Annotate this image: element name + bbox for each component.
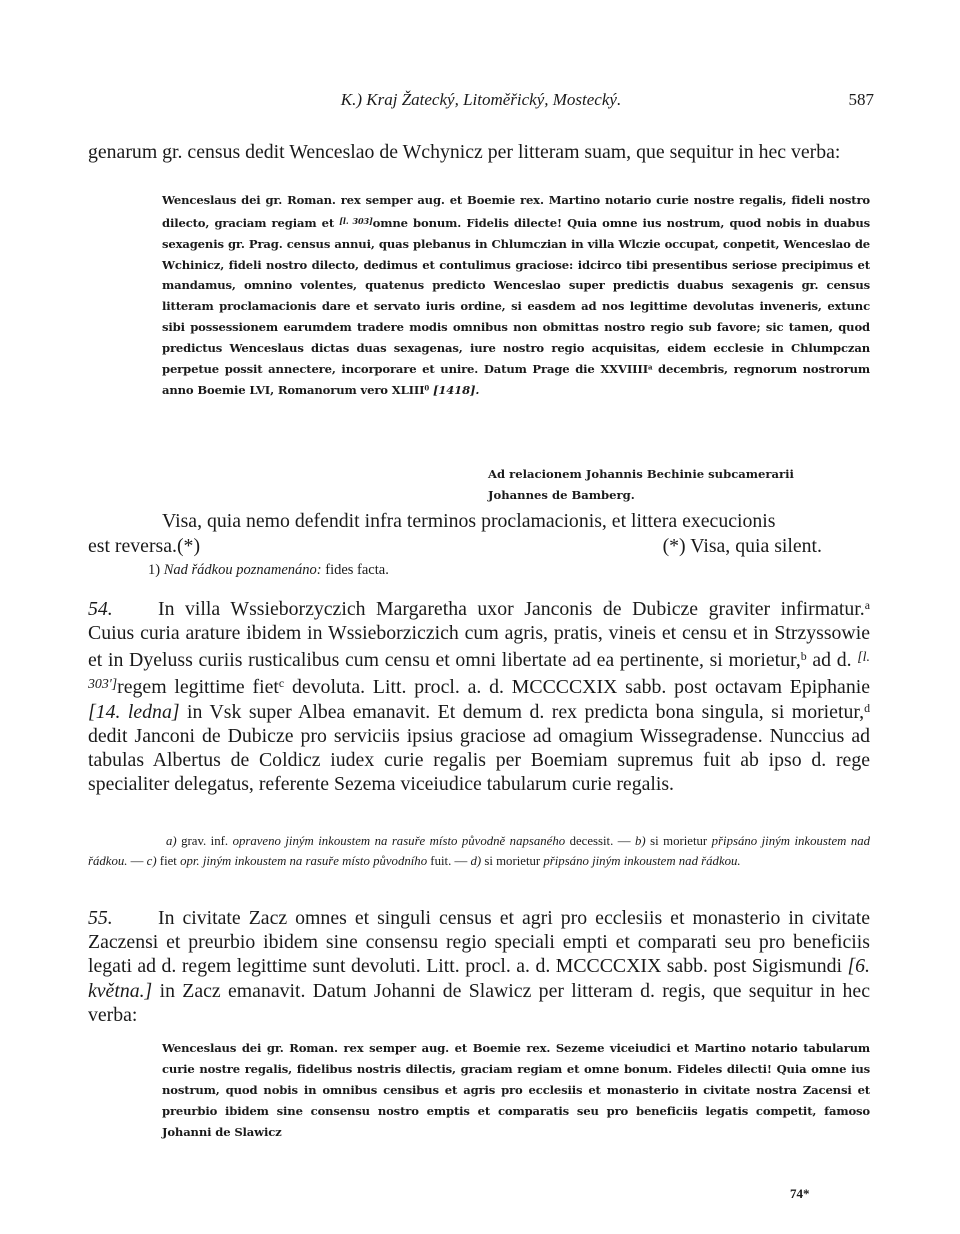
note-c-1: fiet bbox=[156, 853, 181, 868]
charter-1-sup-a: a bbox=[647, 362, 653, 372]
p54-b: Cuius curia arature ibidem in Wssieborziczich cum agris, pratis, vineis et censu et in Strzyssowie et in Dyeluss curiis rusticalibus cum censu et omni libertate ad ea pertinente, si morietur, bbox=[88, 622, 870, 672]
paragraph-54 bbox=[88, 597, 870, 796]
visa-text-2-right: (*) Visa, quia silent. bbox=[662, 535, 822, 557]
note-c-mark: c) bbox=[146, 853, 157, 868]
intro-paragraph bbox=[88, 141, 870, 164]
charter-1-text-a: Wenceslaus dei gr. Roman. rex semper aug. et Boemie rex. Martino notario curie nostre regalis, fideli nostro dilecto, graciam regiam et bbox=[162, 193, 870, 230]
note-b-2: — bbox=[127, 853, 147, 868]
footnote-1 bbox=[148, 562, 870, 579]
p54-a: In villa Wssieborzyczich Margaretha uxor Janconis de Dubicze graviter infirmatur. bbox=[158, 598, 865, 620]
charter-1-text-c: decembris, regnorum nostrorum anno Boemie LVI, Romanorum vero XLIII bbox=[162, 362, 870, 397]
p54-sup-c: c bbox=[278, 676, 285, 691]
note-a-mark: a) bbox=[166, 834, 177, 848]
p55-a: In civitate Zacz omnes et singuli census et agri pro ecclesiis et monasterio in civitate Zaczensi et preurbio ibidem sine consensu regio speciali empti et comparati seu pro beneficiis legati ad d. regem legittime sunt devoluti. Litt. procl. a. d. MCCCCXIX sabb. post Sigismundi bbox=[88, 907, 870, 978]
visa-text-1: Visa, quia nemo defendit infra terminos proclamacionis, et littera execucionis bbox=[162, 510, 776, 532]
intro-text: genarum gr. census dedit Wenceslao de Wchynicz per litteram suam, que sequitur in hec verba: bbox=[88, 141, 841, 163]
paragraph-54-number: 54. bbox=[88, 598, 113, 620]
note-d-mark: d) bbox=[470, 853, 482, 868]
p54-f: in Vsk super Albea emanavit. Et demum d. rex predicta bona singula, si morietur, bbox=[179, 700, 865, 723]
note-b-italic: připsáno jiným inkoustem nad řádkou. bbox=[88, 834, 871, 868]
note-c-italic: opr. jiným inkoustem na rasuře místo původního bbox=[180, 853, 428, 868]
note-b-mark: b) bbox=[635, 834, 646, 848]
p54-sup-d: d bbox=[864, 700, 871, 715]
paragraph-55 bbox=[88, 906, 870, 1027]
charter-2-text: Wenceslaus dei gr. Roman. rex semper aug. et Boemie rex. Sezeme viceiudici et Martino notario tabularum curie nostre regalis, fidelibus nostris dilectis, graciam regiam et omne bonum. Fideles dilecti! Quia omne ius nostrum, quod nobis in omnibus censibus et agris pro ecclesiis et monasterio in civitate nostra Zacensi et preurbio ibidem sine consensu nostro emptis et comparatis seu pro beneficiis legatis competit, famoso Johanni de Slawicz bbox=[162, 1041, 870, 1139]
p54-sup-b: b bbox=[800, 649, 807, 664]
charter-2 bbox=[162, 1038, 870, 1143]
note-a-1: grav. inf. bbox=[176, 834, 233, 848]
running-title: K.) Kraj Žatecký, Litoměřický, Mostecký. bbox=[340, 90, 622, 109]
footnote-1-text: fides facta. bbox=[321, 562, 389, 578]
p55-date: [6. května.] bbox=[88, 955, 870, 1002]
charter-1 bbox=[162, 190, 870, 401]
note-a-italic: opraveno jiným inkoustem na rasuře místo původně napsaného bbox=[232, 834, 566, 848]
address-line-1: Ad relacionem Johannis Bechinie subcamerarii bbox=[488, 467, 794, 481]
paragraph-55-number: 55. bbox=[88, 907, 113, 929]
charter-1-sup-0: 0 bbox=[424, 383, 430, 393]
p55-b: in Zacz emanavit. Datum Johanni de Slawicz per litteram d. regis, que sequitur in hec verba: bbox=[88, 979, 870, 1026]
page-number: 587 bbox=[848, 90, 874, 109]
footnote-1-mark: 1) bbox=[148, 562, 161, 578]
p54-folio-ref: [l. 303'] bbox=[88, 649, 870, 692]
p54-sup-a: a bbox=[864, 598, 870, 613]
charter-1-date: [1418]. bbox=[429, 382, 480, 397]
p54-c: ad d. bbox=[806, 649, 858, 672]
p54-d: regem legittime fiet bbox=[117, 676, 279, 699]
p54-g: dedit Janconi de Dubicze pro serviciis ipsius graciose ad omagium Wissegradense. Nunccius ad tabulas Albertus de Coldicz iudex curie regalis per Boemiam supremus fuit ab ipso d. rege specialiter delegatus, referente Sezema viceiudice tabularum curie regalis. bbox=[88, 724, 870, 796]
address-block bbox=[488, 464, 870, 506]
visa-line-1 bbox=[88, 510, 870, 533]
note-c-2: fuit. — bbox=[427, 853, 471, 868]
p54-date: [14. ledna] bbox=[88, 700, 180, 723]
footnote-1-italic: Nad řádkou poznamenáno: bbox=[163, 562, 322, 578]
note-d-italic: připsáno jiným inkoustem nad řádkou. bbox=[543, 853, 741, 868]
visa-line-2 bbox=[88, 535, 870, 559]
charter-1-folio-ref: [l. 303] bbox=[339, 215, 373, 226]
note-b-1: si morietur bbox=[645, 834, 712, 848]
running-head bbox=[88, 90, 874, 114]
charter-1-text-b: omne bonum. Fidelis dilecte! Quia omne ius nostrum, quod nobis in duabus sexagenis gr. Prag. census annui, quas plebanus in Chlumczian in villa Wlczie occupat, conpetit, Wenceslao de Wchinicz, fideli nostro dilecto, dedimus et contulimus graciose: idcirco tibi presentibus seriose precipimus et mandamus, omnino volentes, quatenus predicto Wenceslao super predictis duabus sexagenis gr. census litteram proclamacionis dare et servato iuris ordine, si easdem ad nos legittime devolutas inveneris, extunc sibi possessionem earumdem tradere modis omnibus non obmittas nostro regio sub favore; sic tamen, quod predictus Wenceslaus dictas duas sexagenas, iure nostro regio acquisitas, eidem ecclesie in Chlumpczan perpetue possit annectere, incorporare et unire. Datum Prage die XXVIIII bbox=[162, 215, 870, 377]
address-line-2: Johannes de Bamberg. bbox=[488, 488, 635, 502]
note-d-1: si morietur bbox=[481, 853, 544, 868]
notes-54 bbox=[88, 832, 870, 871]
signature-mark: 74* bbox=[790, 1186, 810, 1201]
note-a-2: decessit. — bbox=[565, 834, 635, 848]
p54-e: devoluta. Litt. procl. a. d. MCCCCXIX sabb. post octavam Epiphanie bbox=[284, 676, 870, 699]
visa-text-2-left: est reversa.(*) bbox=[88, 535, 201, 557]
